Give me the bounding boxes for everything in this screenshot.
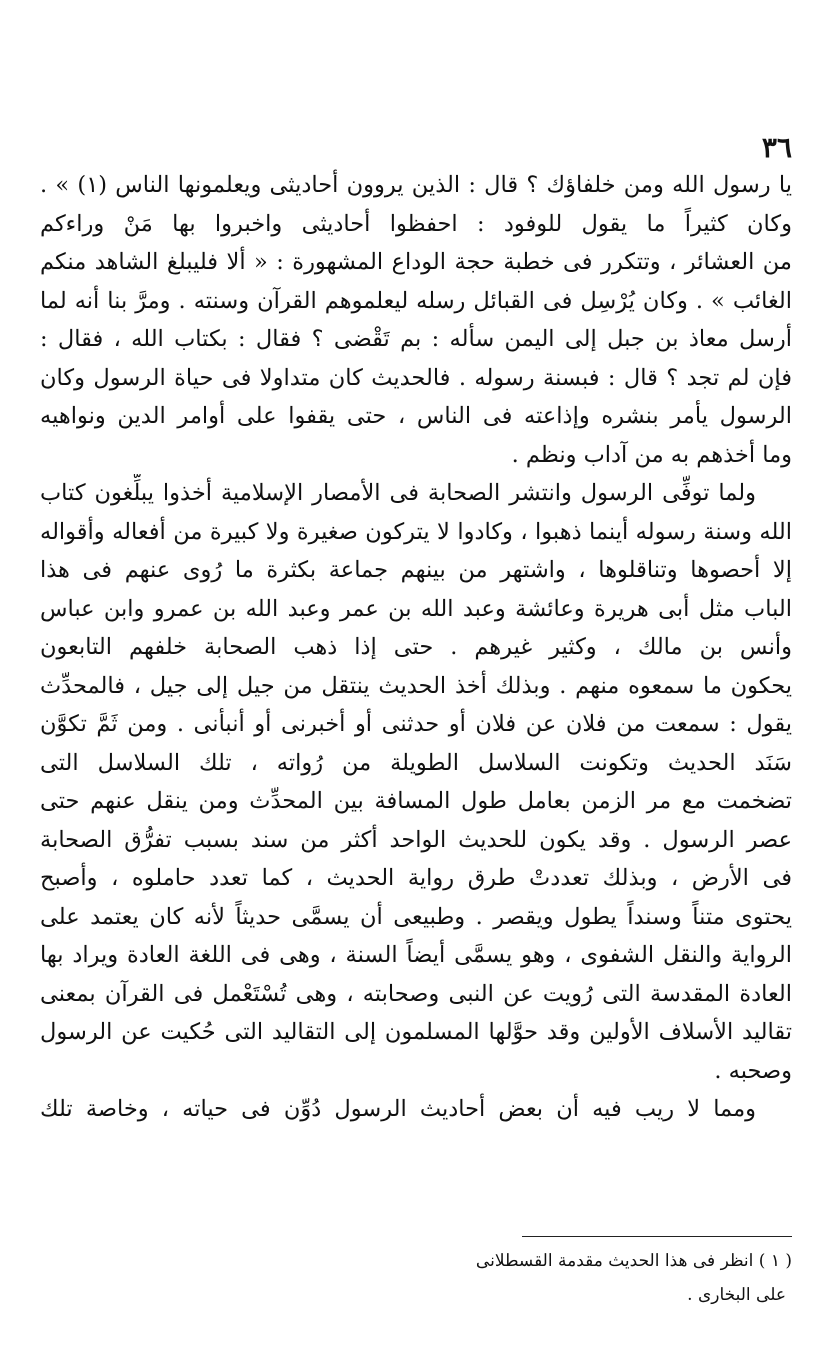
footnote-line: على البخارى .	[687, 1285, 786, 1305]
text-line: الباب مثل أبى هريرة وعائشة وعبد الله بن عمر وعبد الله بن عمرو وابن عباس	[40, 595, 792, 622]
text-line: يقول : سمعت من فلان عن فلان أو حدثنى أو أخبرنى أو أنبأنى . ومن ثَمَّ تكوَّن	[40, 711, 792, 737]
footnote-line: ( ١ ) انظر فى هذا الحديث مقدمة القسطلانى	[475, 1251, 792, 1271]
text-line: ولما توفِّى الرسول وانتشر الصحابة فى الأمصار الإسلامية أخذوا يبلِّغون كتاب	[40, 480, 756, 506]
body-text	[40, 166, 792, 1129]
text-line: سَنَد الحديث وتكونت السلاسل الطويلة من رُواته ، تلك السلاسل التى	[40, 749, 792, 776]
footnote-divider	[522, 1236, 792, 1237]
text-line: أرسل معاذ بن جبل إلى اليمن سأله : بم تَقْضى ؟ فقال : بكتاب الله ، فقال :	[40, 326, 792, 352]
text-line: من العشائر ، وتتكرر فى خطبة حجة الوداع المشهورة : « ألا فليبلغ الشاهد منكم	[40, 249, 792, 275]
footnotes	[372, 1244, 792, 1312]
text-line: تضخمت مع مر الزمن بعامل طول المسافة بين المحدِّث ومن ينقل عنهم حتى	[40, 788, 792, 814]
text-line: الله وسنة رسوله أينما ذهبوا ، وكادوا لا يتركون صغيرة ولا كبيرة من أفعاله وأقواله	[40, 518, 792, 545]
text-line: الغائب » . وكان يُرْسِل فى القبائل رسله ليعلموهم القرآن وسنته . ومرَّ بنا أنه لما	[40, 287, 792, 314]
text-line: يحكون ما سمعوه منهم . وبذلك أخذ الحديث ينتقل من جيل إلى جيل ، فالمحدِّث	[40, 672, 792, 699]
text-line: فإن لم تجد ؟ قال : فبسنة رسوله . فالحديث كان متداولا فى حياة الرسول وكان	[40, 364, 792, 391]
page-number: ٣٦	[761, 131, 792, 164]
text-line: يا رسول الله ومن خلفاؤك ؟ قال : الذين يروون أحاديثى ويعلمونها الناس (١) » .	[40, 172, 792, 198]
text-line: الرواية والنقل الشفوى ، وهو يسمَّى أيضاً السنة ، وهى فى اللغة العادة ويراد بها	[40, 942, 792, 968]
text-line: وكان كثيراً ما يقول للوفود : احفظوا أحاديثى واخبروا بها مَنْ وراءكم	[40, 210, 792, 237]
text-line: فى الأرض ، وبذلك تعددتْ طرق رواية الحديث ، كما تعدد حاملوه ، وأصبح	[40, 865, 792, 891]
text-line: تقاليد الأسلاف الأولين وقد حوَّلها المسلمون إلى التقاليد التى حُكيت عن الرسول	[40, 1019, 792, 1045]
text-line: وصحبه .	[714, 1057, 792, 1084]
text-line: عصر الرسول . وقد يكون للحديث الواحد أكثر من سند بسبب تفرُّق الصحابة	[40, 826, 792, 853]
text-line: إلا أحصوها وتناقلوها ، واشتهر من بينهم جماعة بكثرة ما رُوى عنهم فى هذا	[40, 557, 792, 583]
text-line: وأنس بن مالك ، وكثير غيرهم . حتى إذا ذهب الصحابة خلفهم التابعون	[40, 634, 792, 660]
text-line: يحتوى متناً وسنداً يطول ويقصر . وطبيعى أن يسمَّى حديثاً لأنه كان يعتمد على	[40, 903, 792, 930]
text-line: وما أخذهم به من آداب ونظم .	[511, 441, 792, 468]
text-line: ومما لا ريب فيه أن بعض أحاديث الرسول دُوِّن فى حياته ، وخاصة تلك	[40, 1096, 756, 1122]
text-line: الرسول يأمر بنشره وإذاعته فى الناس ، حتى يقفوا على أوامر الدين ونواهيه	[40, 403, 792, 429]
text-line: العادة المقدسة التى رُويت عن النبى وصحابته ، وهى تُسْتَعْمل فى القرآن بمعنى	[40, 980, 792, 1007]
